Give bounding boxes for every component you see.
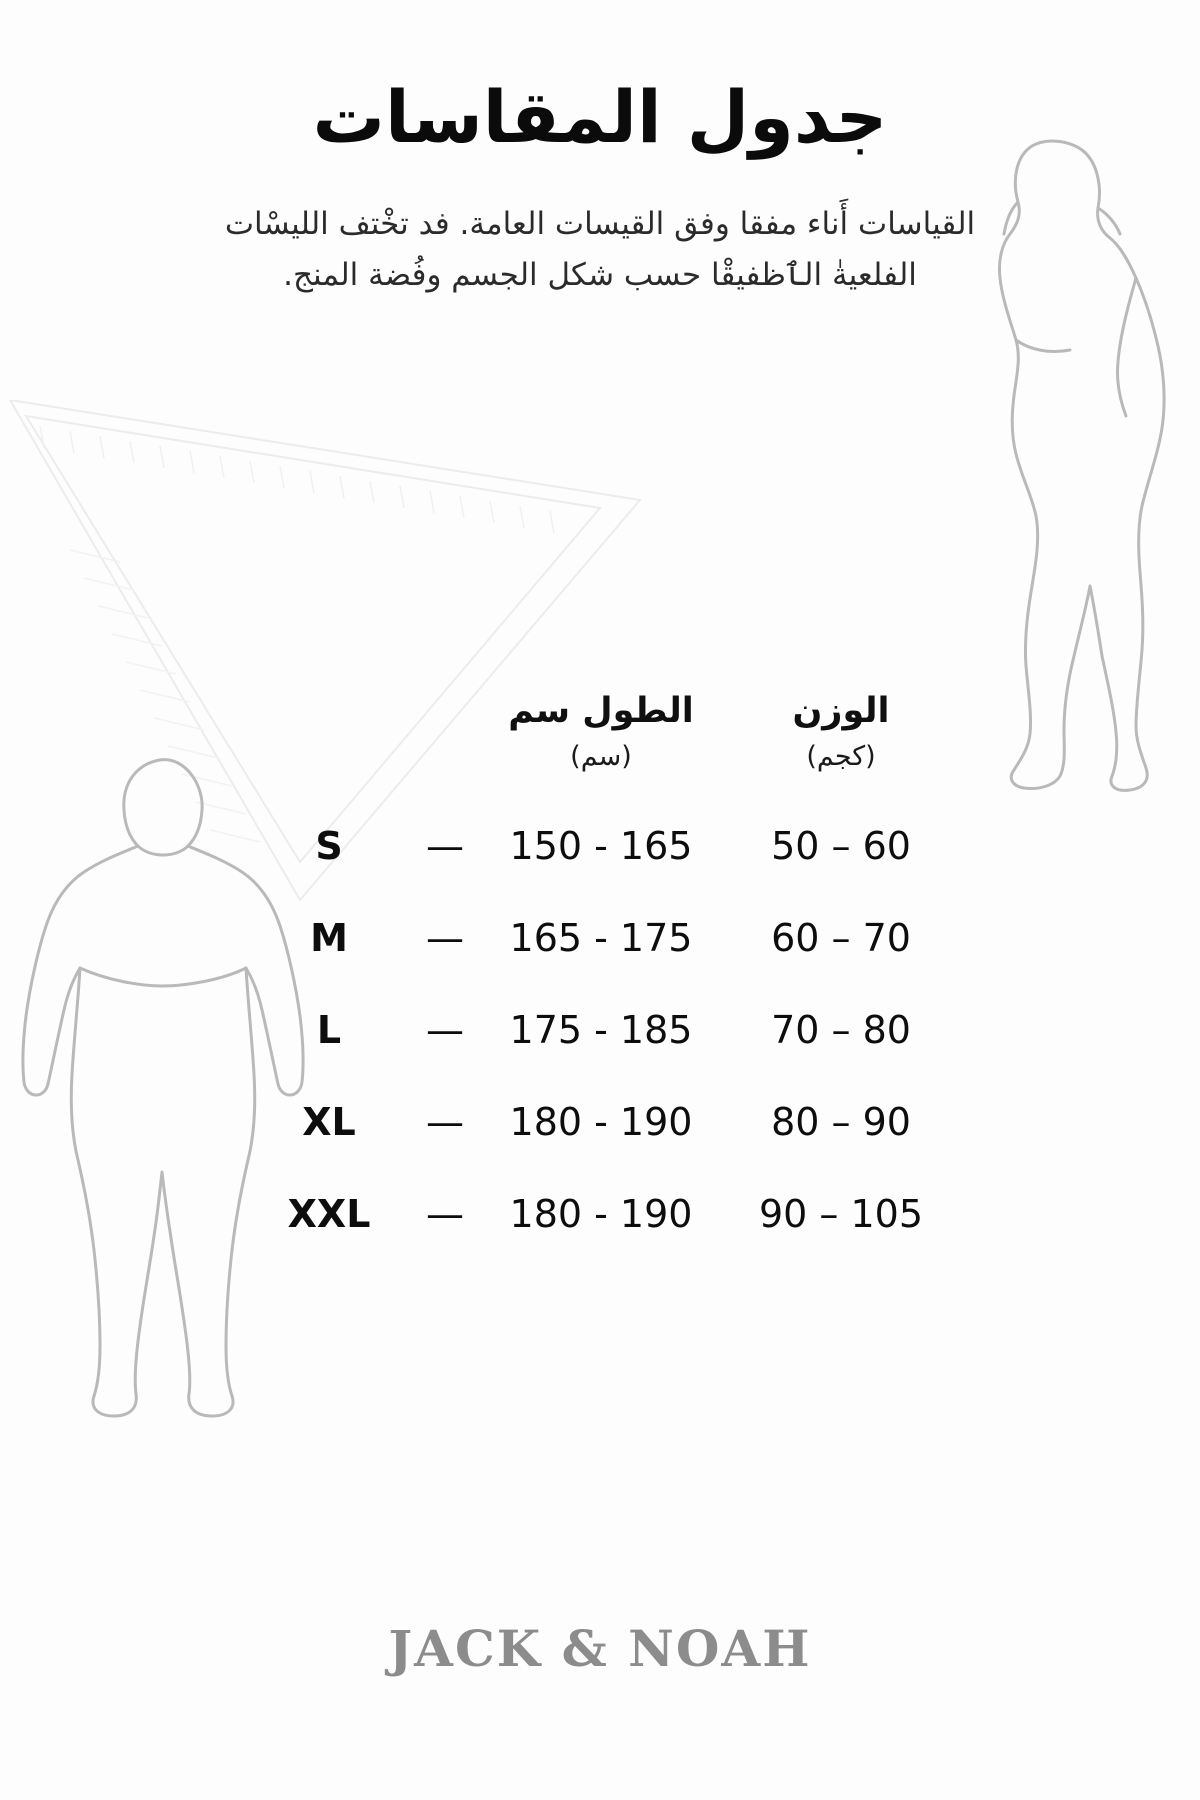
cell-height: 180 - 190: [509, 1191, 693, 1236]
cell-size: XXL: [287, 1191, 371, 1236]
cell-height: 150 - 165: [509, 823, 693, 868]
cell-dash: —: [426, 1099, 464, 1144]
cell-dash: —: [426, 915, 464, 960]
cell-weight: 90 – 105: [758, 1191, 924, 1236]
cell-size: XL: [302, 1099, 356, 1144]
cell-height: 165 - 175: [509, 915, 693, 960]
cell-weight: 50 – 60: [771, 823, 911, 868]
column-header-size: [244, 690, 414, 800]
cell-dash: —: [426, 1191, 464, 1236]
brand-wordmark: JACK & NOAH: [388, 1619, 812, 1678]
column-header-weight-unit: (كجم): [806, 740, 876, 772]
table-body: [244, 800, 956, 1260]
column-header-weight: الوزن (كجم): [726, 690, 956, 800]
table-head: [244, 690, 956, 800]
header: [0, 75, 1200, 301]
table-header-row: [244, 690, 956, 800]
cell-size: L: [316, 1007, 342, 1052]
page-title: جدول المقاسات: [312, 75, 888, 159]
table-row: [244, 800, 956, 892]
table-row: [244, 1076, 956, 1168]
cell-height: 175 - 185: [509, 1007, 693, 1052]
column-header-dash: [414, 690, 476, 800]
column-header-height: الطول سم (سم): [476, 690, 726, 800]
cell-weight: 80 – 90: [771, 1099, 911, 1144]
size-table: [244, 690, 956, 1260]
cell-dash: —: [426, 823, 464, 868]
cell-size: M: [310, 915, 348, 960]
page-subtitle: القياسات أَناء مفقا وفق القيسات العامة. فد تخْتف الليسْات الفلعيةٰ الٱظفيقْا حسب شكل الجسم وفُضة المنج.: [224, 206, 976, 294]
cell-height: 180 - 190: [509, 1099, 693, 1144]
cell-dash: —: [426, 1007, 464, 1052]
cell-weight: 60 – 70: [771, 915, 911, 960]
table-row: [244, 892, 956, 984]
table-row: [244, 984, 956, 1076]
column-header-height-unit: (سم): [570, 740, 632, 772]
table-row: [244, 1168, 956, 1260]
cell-weight: 70 – 80: [771, 1007, 911, 1052]
size-table-container: [0, 690, 1200, 1260]
cell-size: S: [315, 823, 343, 868]
